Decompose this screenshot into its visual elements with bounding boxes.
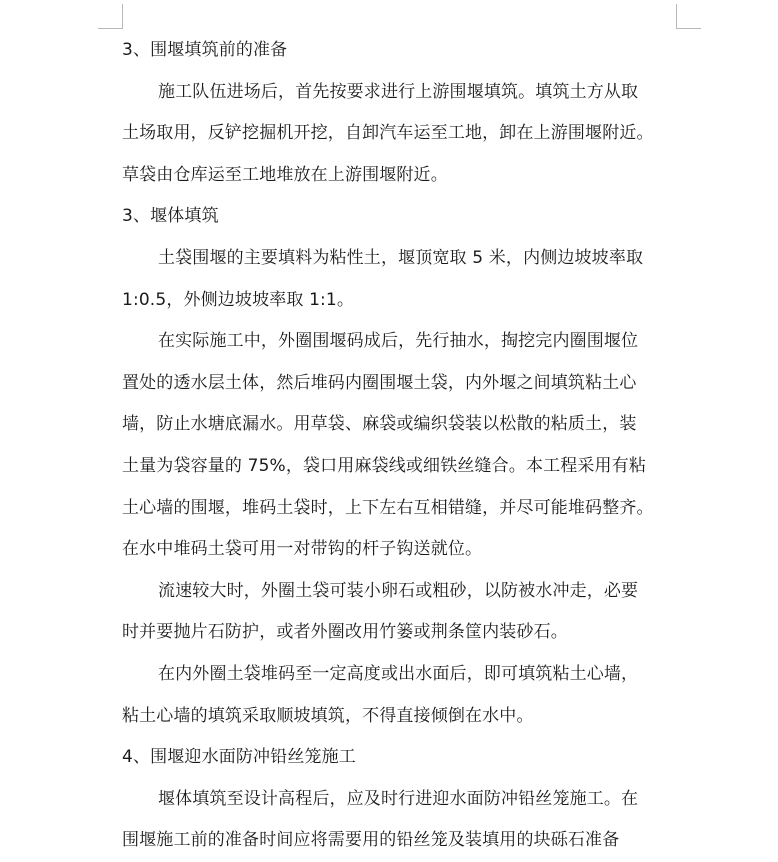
document-body <box>122 30 682 862</box>
text-line: 1:0.5，外侧边坡坡率取 1:1。 <box>122 289 355 310</box>
text-line: 置处的透水层土体，然后堆码内圈围堰土袋，内外堰之间填筑粘土心 <box>122 372 637 393</box>
text-line: 土量为袋容量的 75%，袋口用麻袋线或细铁丝缝合。本工程采用有粘 <box>122 455 646 476</box>
text-line: 土袋围堰的主要填料为粘性土，堰顶宽取 5 米，内侧边坡坡率取 <box>158 247 644 268</box>
text-line: 在水中堆码土袋可用一对带钩的杆子钩送就位。 <box>122 539 483 560</box>
text-line: 3、围堰填筑前的准备 <box>122 40 288 60</box>
text-line: 堰体填筑至设计高程后，应及时行进迎水面防冲铅丝笼施工。在 <box>158 788 639 809</box>
text-line: 施工队伍进场后，首先按要求进行上游围堰填筑。填筑土方从取 <box>158 81 639 102</box>
text-line: 3、堰体填筑 <box>122 206 219 227</box>
text-line: 4、围堰迎水面防冲铅丝笼施工 <box>122 747 356 768</box>
text-line: 墙，防止水塘底漏水。用草袋、麻袋或编织袋装以松散的粘质土，装 <box>122 414 637 435</box>
text-line: 土心墙的围堰，堆码土袋时，上下左右互相错缝，并尽可能堆码整齐。 <box>122 497 654 518</box>
text-line: 围堰施工前的准备时间应将需要用的铅丝笼及装填用的块砾石准备 <box>122 830 620 851</box>
page-corner-mark-top-right <box>676 4 701 29</box>
text-line: 粘土心墙的填筑采取顺坡填筑，不得直接倾倒在水中。 <box>122 705 534 726</box>
text-line: 草袋由仓库运至工地堆放在上游围堰附近。 <box>122 164 448 185</box>
page-corner-mark-top-left <box>98 4 123 29</box>
text-line: 流速较大时，外圈土袋可装小卵石或粗砂，以防被水冲走，必要 <box>158 580 639 601</box>
text-line: 土场取用，反铲挖掘机开挖，自卸汽车运至工地，卸在上游围堰附近。 <box>122 123 654 144</box>
text-line: 在内外圈土袋堆码至一定高度或出水面后，即可填筑粘土心墙， <box>158 663 639 684</box>
text-line: 时并要抛片石防护，或者外圈改用竹篓或荆条筐内装砂石。 <box>122 622 568 643</box>
text-line: 在实际施工中，外圈围堰码成后，先行抽水，掏挖完内圈围堰位 <box>158 331 639 352</box>
